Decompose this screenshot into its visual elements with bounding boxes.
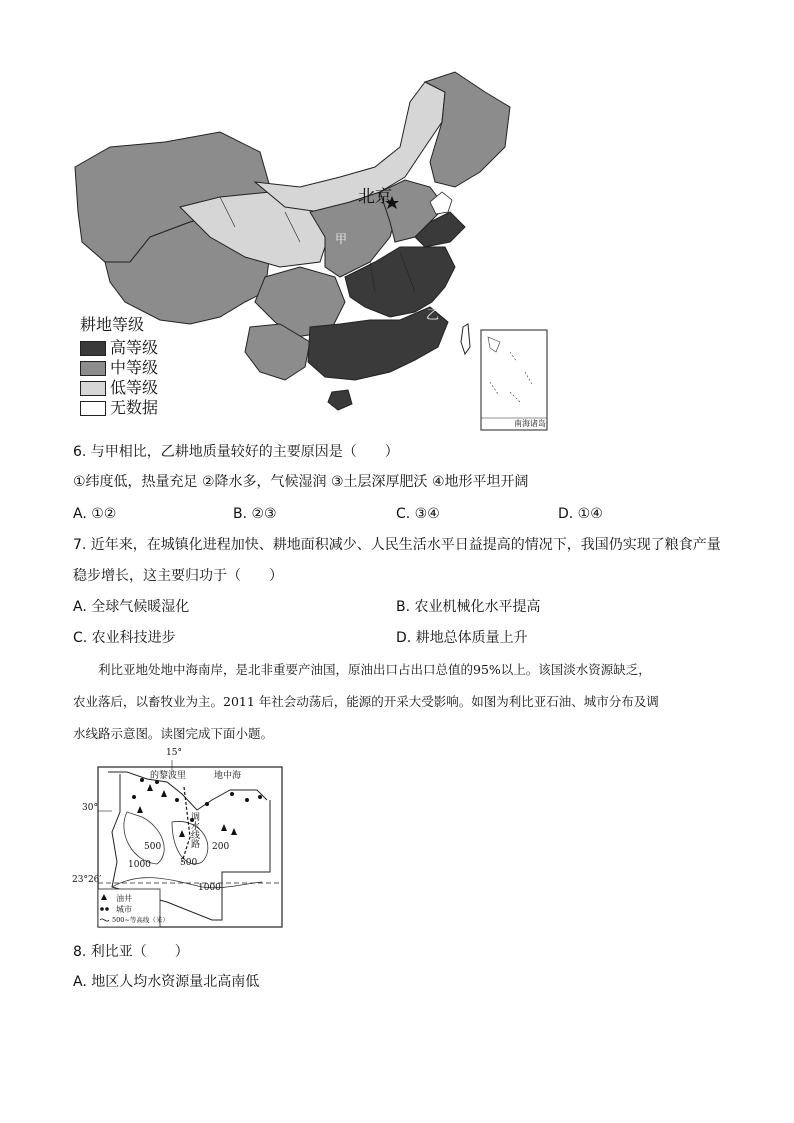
q6-stem: 6. 与甲相比，乙耕地质量较好的主要原因是（ ） xyxy=(73,444,399,460)
legend-swatch-medium xyxy=(80,361,106,376)
q7-option-a[interactable]: A. 全球气候暖湿化 xyxy=(73,599,190,615)
contour-200-label: 200 xyxy=(212,842,230,852)
lon-15-label: 15° xyxy=(166,748,182,758)
q6-option-c[interactable]: C. ③④ xyxy=(396,506,440,522)
region-hainan xyxy=(328,390,352,410)
legend-contour-label: 500~等高线（米） xyxy=(112,916,169,924)
legend-city-icon xyxy=(100,907,104,911)
map-legend xyxy=(80,316,158,418)
passage-line2: 农业落后，以畜牧业为主。2011 年社会动荡后，能源的开采大受影响。如图为利比亚石油、城市分布及调 xyxy=(73,694,659,709)
q6-option-b[interactable]: B. ②③ xyxy=(233,506,277,522)
legend-item-low: 低等级 xyxy=(80,378,158,398)
city-icon xyxy=(140,778,144,782)
city-icon xyxy=(205,802,209,806)
south-china-sea-inset xyxy=(481,330,547,430)
beijing-label: 北京 xyxy=(358,187,392,207)
passage-line3: 水线路示意图。读图完成下面小题。 xyxy=(73,726,274,741)
q6-statements: ①纬度低，热量充足 ②降水多，气候湿润 ③土层深厚肥沃 ④地形平坦开阔 xyxy=(73,474,529,490)
legend-title: 耕地等级 xyxy=(80,315,145,334)
jia-label: 甲 xyxy=(335,232,348,246)
q7-option-c[interactable]: C. 农业科技进步 xyxy=(73,630,176,646)
legend-item-nodata: 无数据 xyxy=(80,398,158,418)
legend-city-label: 城市 xyxy=(116,905,132,914)
q7-stem-line1: 7. 近年来，在城镇化进程加快、耕地面积减少、人民生活水平日益提高的情况下，我国仍实现了粮食产量 xyxy=(73,537,721,553)
libya-map xyxy=(72,748,287,930)
q7-stem-line2: 稳步增长，这主要归功于（ ） xyxy=(73,568,283,584)
legend-swatch-nodata xyxy=(80,401,106,416)
tripoli-label: 的黎波里 xyxy=(150,771,187,781)
q6-option-d[interactable]: D. ①④ xyxy=(558,506,603,522)
contour-500a-label: 500 xyxy=(144,842,162,852)
contour-1000b-label: 1000 xyxy=(198,883,221,893)
china-cropland-map xyxy=(70,62,560,432)
q7-option-b[interactable]: B. 农业机械化水平提高 xyxy=(396,599,541,615)
passage-line1: 利比亚地处地中海南岸，是北非重要产油国，原油出口占出口总值的95%以上。该国淡水资源缺乏， xyxy=(98,662,651,677)
region-taiwan xyxy=(461,324,470,354)
legend-well-label: 油井 xyxy=(116,894,132,903)
sea-label: 地中海 xyxy=(214,771,242,781)
legend-swatch-high xyxy=(80,341,106,356)
contour-500b-label: 500 xyxy=(180,858,198,868)
canal-label: 调水线路 xyxy=(189,812,199,848)
q8-option-a[interactable]: A. 地区人均水资源量北高南低 xyxy=(73,974,260,990)
city-icon xyxy=(245,798,249,802)
city-icon xyxy=(230,792,234,796)
contour-1000a-label: 1000 xyxy=(128,860,151,870)
q6-option-a[interactable]: A. ①② xyxy=(73,506,117,522)
lat-30-label: 30° xyxy=(82,803,98,813)
city-icon xyxy=(175,798,179,802)
inset-caption: 南海诸岛 xyxy=(514,419,546,428)
legend-item-high: 高等级 xyxy=(80,338,158,358)
q8-stem: 8. 利比亚（ ） xyxy=(73,944,189,960)
city-icon xyxy=(258,795,262,799)
q7-option-d[interactable]: D. 耕地总体质量上升 xyxy=(396,630,528,646)
yi-label: 乙 xyxy=(426,308,440,323)
lat-2326-label: 23°26′ xyxy=(72,875,102,885)
city-icon xyxy=(132,795,136,799)
legend-swatch-low xyxy=(80,381,106,396)
legend-item-medium: 中等级 xyxy=(80,358,158,378)
